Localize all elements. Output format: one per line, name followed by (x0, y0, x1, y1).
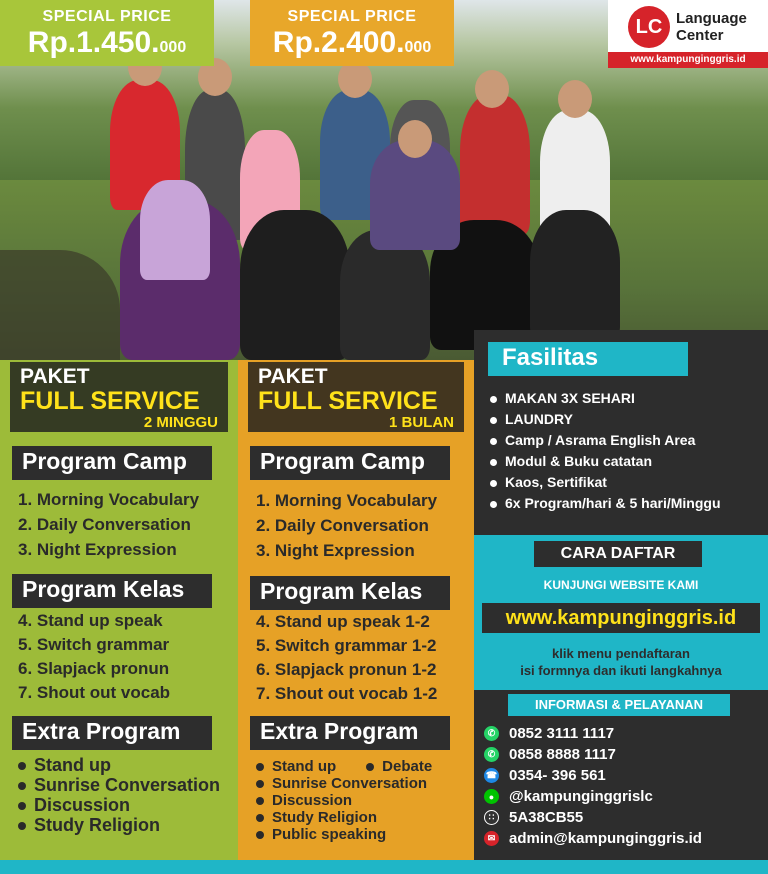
list-item: LAUNDRY (490, 409, 721, 430)
cara-daftar-title: CARA DAFTAR (534, 541, 702, 567)
info-column (474, 330, 768, 860)
price-box-2-weeks (0, 0, 214, 66)
fasilitas-title: Fasilitas (488, 342, 688, 376)
bbm-icon: ∷ (484, 810, 499, 825)
list-item: 1. Morning Vocabulary (256, 491, 438, 510)
students-group (110, 40, 630, 360)
bullet-icon (490, 396, 497, 403)
list-item: Stand up Debate (256, 758, 432, 775)
program-kelas-list (256, 610, 437, 706)
contact-item[interactable]: ∷ 5A38CB55 (484, 807, 702, 828)
list-item: 2. Daily Conversation (256, 516, 429, 535)
bullet-icon (366, 763, 374, 771)
logo-mark-icon: LC (628, 6, 670, 48)
list-item: Kaos, Sertifikat (490, 472, 721, 493)
list-item: MAKAN 3X SEHARI (490, 388, 721, 409)
list-item: 4. Stand up speak 1-2 (256, 612, 430, 631)
bullet-icon (490, 459, 497, 466)
price-amount: Rp.2.400.000 (272, 26, 432, 59)
bullet-icon (18, 802, 26, 810)
list-item: 7. Shout out vocab (18, 683, 171, 702)
brand-logo (608, 0, 768, 68)
bullet-icon (490, 501, 497, 508)
package-1-month (238, 360, 474, 860)
bullet-icon (18, 762, 26, 770)
phone-icon: ☎ (484, 768, 499, 783)
extra-program-title: Extra Program (250, 716, 450, 750)
package-2-weeks (0, 360, 238, 860)
logo-url[interactable]: www.kampunginggris.id (608, 52, 768, 68)
list-item: Study Religion (18, 815, 220, 835)
price-box-1-month (250, 0, 454, 66)
website-link[interactable]: www.kampunginggris.id (482, 603, 760, 633)
contact-item[interactable]: ● @kampunginggrislc (484, 786, 702, 807)
list-item: 3. Night Expression (256, 541, 415, 560)
list-item: Modul & Buku catatan (490, 451, 721, 472)
list-item: Sunrise Conversation (256, 775, 432, 792)
registration-instructions: klik menu pendaftaran isi formnya dan ikuti langkahnya (520, 646, 722, 678)
bullet-icon (256, 814, 264, 822)
list-item: Sunrise Conversation (18, 775, 220, 795)
list-item: 7. Shout out vocab 1-2 (256, 684, 438, 703)
price-amount: Rp.1.450.000 (27, 26, 187, 59)
list-item: Public speaking (256, 826, 432, 843)
extra-program-list (18, 755, 220, 835)
program-kelas-title: Program Kelas (12, 574, 212, 608)
program-camp-list (256, 488, 437, 563)
price-label: SPECIAL PRICE (42, 8, 172, 25)
bullet-icon (490, 438, 497, 445)
email-icon: ✉ (484, 831, 499, 846)
bullet-icon (256, 797, 264, 805)
program-camp-list (18, 487, 199, 562)
program-kelas-title: Program Kelas (250, 576, 450, 610)
line-icon: ● (484, 789, 499, 804)
bullet-icon (490, 417, 497, 424)
list-item: 4. Stand up speak (18, 611, 163, 630)
visit-text: KUNJUNGI WEBSITE KAMI (543, 578, 699, 592)
list-item: 6. Slapjack pronun (18, 659, 170, 678)
bullet-icon (18, 822, 26, 830)
list-item: 6. Slapjack pronun 1-2 (256, 660, 437, 679)
list-item: Discussion (256, 792, 432, 809)
list-item: Study Religion (256, 809, 432, 826)
bullet-icon (256, 763, 264, 771)
logo-name: Language Center (676, 10, 747, 44)
list-item: 2. Daily Conversation (18, 515, 191, 534)
contact-list (484, 723, 702, 849)
bullet-icon (256, 780, 264, 788)
list-item: Stand up (18, 755, 220, 775)
whatsapp-icon: ✆ (484, 747, 499, 762)
info-title: INFORMASI & PELAYANAN (508, 694, 730, 716)
list-item: 5. Switch grammar (18, 635, 170, 654)
program-camp-title: Program Camp (12, 446, 212, 480)
bullet-icon (490, 480, 497, 487)
bullet-icon (18, 782, 26, 790)
footer-bar (0, 860, 768, 874)
whatsapp-icon: ✆ (484, 726, 499, 741)
bullet-icon (256, 831, 264, 839)
group-photo (0, 0, 768, 360)
contact-item[interactable]: ✆ 0852 3111 1117 (484, 723, 702, 744)
list-item: Camp / Asrama English Area (490, 430, 721, 451)
ditch (0, 250, 120, 360)
extra-program-list (256, 758, 432, 843)
program-camp-title: Program Camp (250, 446, 450, 480)
contact-item[interactable]: ☎ 0354- 396 561 (485, 767, 606, 784)
list-item: Discussion (18, 795, 220, 815)
package-header: PAKET FULL SERVICE 1 BULAN (248, 362, 464, 432)
list-item: 3. Night Expression (18, 540, 177, 559)
price-label: SPECIAL PRICE (287, 8, 417, 25)
list-item: 1. Morning Vocabulary (18, 490, 200, 509)
package-header: PAKET FULL SERVICE 2 MINGGU (10, 362, 228, 432)
contact-item[interactable]: ✆ 0858 8888 1117 (484, 744, 702, 765)
registration-section (474, 535, 768, 690)
program-kelas-list (18, 609, 170, 705)
contact-item[interactable]: ✉ admin@kampunginggris.id (484, 828, 702, 849)
fasilitas-list (490, 388, 721, 514)
extra-program-title: Extra Program (12, 716, 212, 750)
list-item: 6x Program/hari & 5 hari/Minggu (490, 493, 721, 514)
list-item: 5. Switch grammar 1-2 (256, 636, 437, 655)
